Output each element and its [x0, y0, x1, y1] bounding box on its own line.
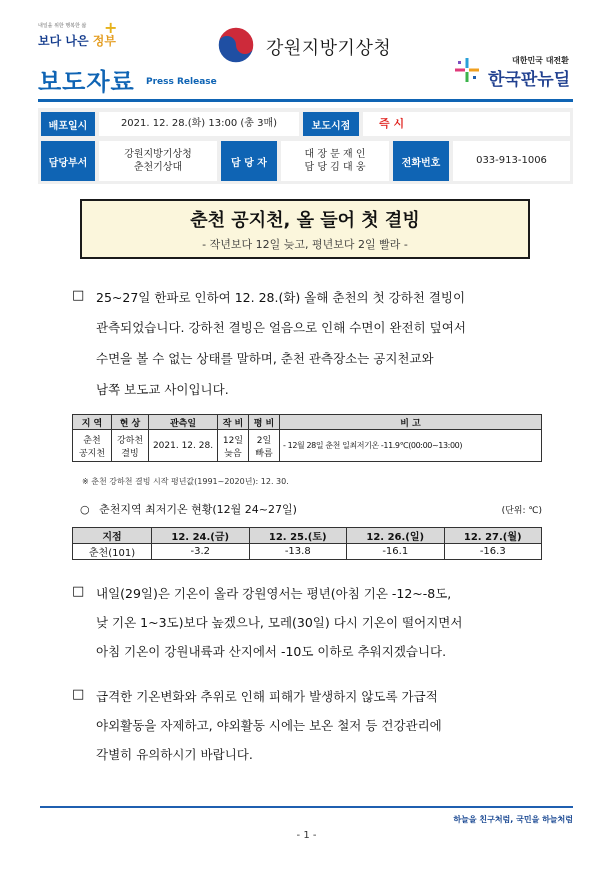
- temp-cell: -13.8: [249, 544, 347, 560]
- embargo-value: 즉 시: [363, 112, 570, 136]
- bullet-box-2: □: [72, 584, 85, 599]
- vs-normal-cell: [249, 430, 280, 462]
- agency-name: 강원지방기상청: [266, 38, 392, 59]
- phone-value: 033-913-1006: [453, 141, 570, 181]
- page-number: - 1 -: [296, 830, 317, 841]
- table2-caption: [80, 501, 297, 517]
- table-header-cell: 현 상: [112, 415, 149, 430]
- new-deal-logo-icon: [455, 58, 479, 82]
- para2-line3: 아침 기온이 강원내륙과 산지에서 -10도 이하로 추워지겠습니다.: [96, 644, 447, 659]
- para2-line2: 낮 기온 1~3도)보다 높겠으나, 모레(30일) 다시 기온이 떨어지면서: [96, 615, 463, 630]
- phenomenon-line: 강하천: [116, 435, 144, 446]
- region-cell: [73, 430, 112, 462]
- dept-line-2: 춘천기상대: [133, 162, 183, 173]
- table-header-cell: 12. 26.(일): [347, 528, 445, 544]
- para1-line2: 관측되었습니다. 강하천 결빙은 얼음으로 인해 수면이 완전히 덮여서: [96, 320, 466, 335]
- table-header-cell: 12. 24.(금): [152, 528, 250, 544]
- vs-last-year-line: 늦음: [224, 448, 242, 459]
- table-header-cell: 12. 25.(토): [249, 528, 347, 544]
- phenomenon-line: 결빙: [121, 448, 139, 459]
- date-cell: 2021. 12. 28.: [149, 430, 218, 462]
- dept-value: [99, 141, 217, 181]
- release-label: 배포일시: [41, 112, 95, 136]
- person-value: [281, 141, 389, 181]
- phone-label: 전화번호: [393, 141, 449, 181]
- footer-slogan: 하늘을 친구처럼, 국민을 하늘처럼: [453, 815, 573, 824]
- govt-logo-highlight: 정부: [92, 34, 116, 48]
- embargo-label: 보도시점: [303, 112, 359, 136]
- new-deal-name: 한국판뉴딜: [488, 70, 571, 90]
- para3-line1: 급격한 기온변화와 추위로 인해 피해가 발생하지 않도록 가급적: [96, 689, 438, 704]
- new-deal-tagline: 대한민국 대전환: [512, 56, 569, 65]
- temp-cell: -16.1: [347, 544, 445, 560]
- region-line: 공지천: [78, 448, 106, 459]
- phenomenon-cell: [112, 430, 149, 462]
- table-row: [73, 544, 542, 560]
- person-line-2: 담 당 김 대 웅: [304, 162, 366, 173]
- para3-line2: 야외활동을 자제하고, 야외활동 시에는 보온 철저 등 건강관리에: [96, 718, 442, 733]
- plus-icon: +: [104, 18, 118, 37]
- table-footnote: ※ 춘천 강하천 결빙 시작 평년값(1991~2020년): 12. 30.: [82, 477, 289, 486]
- station-cell: 춘천(101): [73, 544, 152, 560]
- region-line: 춘천: [83, 435, 101, 446]
- govt-logo-text: 보다 나은: [38, 34, 89, 48]
- note-cell: - 12월 28일 춘천 일최저기온 -11.9℃(00:00~13:00): [280, 430, 542, 462]
- person-line-1: 대 장 문 재 인: [304, 148, 366, 160]
- caption-marker: ○: [80, 503, 90, 516]
- para1-line3: 수면을 볼 수 없는 상태를 말하며, 춘천 관측장소는 공지천교와: [96, 351, 434, 366]
- dept-label: 담당부서: [41, 141, 95, 181]
- table-header-cell: 작 비: [218, 415, 249, 430]
- header-divider: [38, 99, 573, 102]
- bullet-box-1: □: [72, 288, 85, 303]
- vs-last-year-cell: [218, 430, 249, 462]
- footer-divider: [40, 806, 573, 808]
- vs-last-year-line: 12일: [222, 435, 244, 446]
- table-header-row: [73, 415, 542, 430]
- unit-label: (단위: ℃): [501, 506, 542, 516]
- table-header-row: [73, 528, 542, 544]
- govt-slogan-small: 내일을 위한 행복한 삶: [38, 23, 87, 29]
- press-release-title: 보도자료: [38, 68, 135, 96]
- vs-normal-line: 2일: [256, 435, 272, 446]
- taegeuk-emblem-icon: [216, 25, 256, 65]
- press-release-title-en: Press Release: [146, 77, 217, 87]
- table-header-cell: 관측일: [149, 415, 218, 430]
- table-header-cell: 지 역: [73, 415, 112, 430]
- para1-line4: 남쪽 보도교 사이입니다.: [96, 382, 229, 397]
- table-row: [73, 430, 542, 462]
- table-header-cell: 지점: [73, 528, 152, 544]
- para3-line3: 각별히 유의하시기 바랍니다.: [96, 747, 253, 762]
- temp-cell: -16.3: [444, 544, 542, 560]
- para1-line1: 25~27일 한파로 인하여 12. 28.(화) 올해 춘천의 첫 강하천 결빙이: [96, 290, 466, 305]
- subheadline: - 작년보다 12일 늦고, 평년보다 2일 빨라 -: [202, 238, 408, 251]
- table-header-cell: 비 고: [280, 415, 542, 430]
- release-value: 2021. 12. 28.(화) 13:00 (총 3매): [99, 112, 299, 136]
- observation-table: [72, 414, 542, 462]
- vs-normal-line: 빠름: [255, 448, 273, 459]
- headline: 춘천 공지천, 올 들어 첫 결빙: [190, 210, 420, 231]
- bullet-box-3: □: [72, 687, 85, 702]
- para2-line1: 내일(29일)은 기온이 올라 강원영서는 평년(아침 기온 -12~-8도,: [96, 586, 452, 601]
- caption-text: 춘천지역 최저기온 현황(12월 24~27일): [99, 503, 297, 516]
- table-header-cell: 평 비: [249, 415, 280, 430]
- min-temp-table: [72, 527, 542, 560]
- person-label: 담 당 자: [221, 141, 277, 181]
- dept-line-1: 강원지방기상청: [124, 148, 192, 160]
- temp-cell: -3.2: [152, 544, 250, 560]
- table-header-cell: 12. 27.(월): [444, 528, 542, 544]
